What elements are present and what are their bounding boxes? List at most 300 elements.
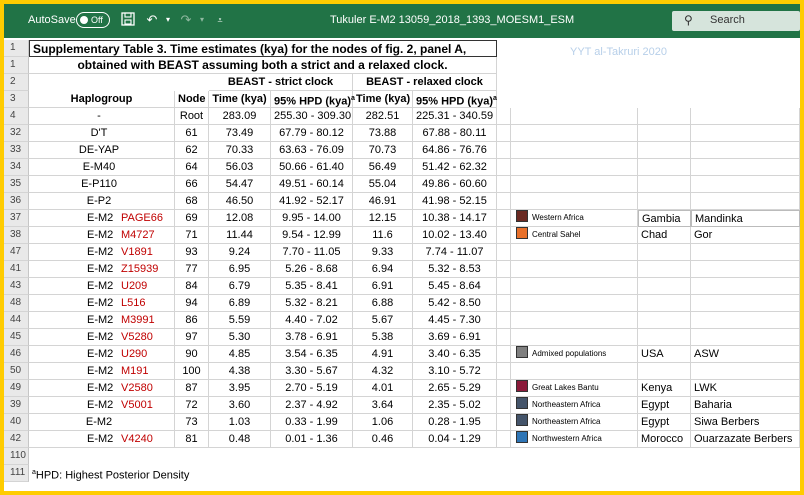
relaxed-hpd-cell[interactable]: 10.38 - 14.17 [413, 210, 497, 227]
sheet-row [4, 465, 800, 482]
relaxed-time-cell[interactable]: 9.33 [353, 244, 413, 261]
ethnic-group-cell[interactable] [691, 261, 800, 278]
legend-cell[interactable] [511, 380, 638, 397]
relaxed-time-cell[interactable]: 282.51 [353, 108, 413, 125]
search-box[interactable] [672, 11, 800, 31]
autosave-label: AutoSave [28, 14, 76, 26]
watermark: YYT al-Takruri 2020 [570, 46, 668, 58]
strict-hpd-cell[interactable]: 0.01 - 1.36 [271, 431, 353, 448]
legend-cell[interactable] [511, 414, 638, 431]
country-cell[interactable] [638, 244, 691, 261]
relaxed-hpd-cell[interactable]: 64.86 - 76.76 [413, 142, 497, 159]
subclade-marker: V5001 [121, 399, 153, 411]
node-cell[interactable]: 77 [175, 261, 209, 278]
autosave-state: Off [91, 15, 103, 25]
relaxed-time-cell[interactable]: 46.91 [353, 193, 413, 210]
haplogroup-name: E-M2 [87, 246, 114, 258]
relaxed-time-cell[interactable]: 6.94 [353, 261, 413, 278]
row-header[interactable]: 34 [4, 159, 29, 176]
strict-hpd-cell[interactable]: 50.66 - 61.40 [271, 159, 353, 176]
node-cell[interactable]: 69 [175, 210, 209, 227]
country-cell[interactable]: Morocco [638, 431, 691, 448]
node-cell[interactable]: 61 [175, 125, 209, 142]
footnote-marker: a [351, 95, 355, 102]
haplogroup-name: E-M2 [85, 416, 113, 428]
footnote-text: HPD: Highest Posterior Density [35, 469, 190, 482]
row-header[interactable]: 35 [4, 176, 29, 193]
ethnic-group-cell[interactable]: Ouarzazate Berbers [691, 431, 800, 448]
legend-cell[interactable] [511, 278, 638, 295]
haplogroup-cell[interactable] [29, 380, 175, 397]
sheet-row [4, 142, 800, 159]
relaxed-time-cell[interactable]: 4.01 [353, 380, 413, 397]
row-header[interactable]: 50 [4, 363, 29, 380]
ethnic-group-cell[interactable] [691, 159, 800, 176]
legend-cell[interactable] [511, 329, 638, 346]
node-cell[interactable]: 97 [175, 329, 209, 346]
relaxed-time-cell[interactable]: 12.15 [353, 210, 413, 227]
haplogroup-name: E-M2 [87, 365, 114, 377]
strict-time-cell[interactable]: 11.44 [209, 227, 271, 244]
sheet-row [4, 312, 800, 329]
relaxed-hpd-cell[interactable]: 5.45 - 8.64 [413, 278, 497, 295]
relaxed-hpd-cell[interactable]: 5.42 - 8.50 [413, 295, 497, 312]
relaxed-hpd-cell[interactable]: 4.45 - 7.30 [413, 312, 497, 329]
sheet-row [4, 108, 800, 125]
strict-time-cell[interactable]: 73.49 [209, 125, 271, 142]
row-header[interactable]: 32 [4, 125, 29, 142]
haplogroup-cell[interactable] [29, 278, 175, 295]
country-cell[interactable] [638, 125, 691, 142]
empty-cell[interactable] [497, 210, 511, 227]
ethnic-group-cell[interactable]: Mandinka [691, 210, 800, 227]
strict-time-cell[interactable]: 0.48 [209, 431, 271, 448]
legend-cell[interactable] [511, 227, 638, 244]
strict-time-cell[interactable]: 6.89 [209, 295, 271, 312]
country-cell[interactable]: Gambia [638, 210, 691, 227]
hpd-header [271, 91, 353, 108]
relaxed-hpd-cell[interactable]: 51.42 - 62.32 [413, 159, 497, 176]
haplogroup-cell[interactable] [29, 193, 175, 210]
row-header[interactable]: 37 [4, 210, 29, 227]
node-cell[interactable]: 84 [175, 278, 209, 295]
empty-cell[interactable] [497, 142, 511, 159]
subclade-marker: V4240 [121, 433, 153, 445]
empty-cell[interactable] [497, 244, 511, 261]
country-cell[interactable]: Chad [638, 227, 691, 244]
sheet-row [4, 414, 800, 431]
strict-time-cell[interactable]: 54.47 [209, 176, 271, 193]
empty-cell[interactable] [497, 380, 511, 397]
haplogroup-cell[interactable] [29, 244, 175, 261]
region-label: Western Africa [532, 213, 584, 222]
ethnic-group-cell[interactable]: LWK [691, 380, 800, 397]
haplogroup-cell[interactable] [29, 312, 175, 329]
ethnic-group-cell[interactable] [691, 295, 800, 312]
relaxed-hpd-cell[interactable]: 3.69 - 6.91 [413, 329, 497, 346]
legend-cell[interactable] [511, 397, 638, 414]
header-text: 95% HPD (kya) [274, 95, 352, 108]
node-cell[interactable]: 86 [175, 312, 209, 329]
row-header[interactable]: 39 [4, 397, 29, 414]
relaxed-time-cell[interactable]: 1.06 [353, 414, 413, 431]
relaxed-hpd-cell[interactable]: 0.04 - 1.29 [413, 431, 497, 448]
sheet-row [4, 363, 800, 380]
autosave-toggle[interactable] [76, 12, 110, 28]
ethnic-group-cell[interactable] [691, 193, 800, 210]
empty-cell[interactable] [497, 227, 511, 244]
relaxed-time-cell[interactable]: 0.46 [353, 431, 413, 448]
country-cell[interactable] [638, 159, 691, 176]
strict-hpd-cell[interactable]: 67.79 - 80.12 [271, 125, 353, 142]
relaxed-time-cell[interactable]: 73.88 [353, 125, 413, 142]
row-header[interactable]: 45 [4, 329, 29, 346]
node-cell[interactable]: 93 [175, 244, 209, 261]
row-header[interactable]: 48 [4, 295, 29, 312]
haplogroup-name: E-M2 [87, 314, 114, 326]
redo-icon[interactable]: ↷ [180, 12, 192, 27]
empty-cell[interactable] [497, 278, 511, 295]
strict-hpd-cell[interactable]: 5.26 - 8.68 [271, 261, 353, 278]
ethnic-group-cell[interactable] [691, 244, 800, 261]
subclade-marker: V2580 [121, 382, 153, 394]
row-header[interactable]: 33 [4, 142, 29, 159]
row-header[interactable]: 49 [4, 380, 29, 397]
relaxed-hpd-cell[interactable]: 3.40 - 6.35 [413, 346, 497, 363]
sheet-row [4, 380, 800, 397]
strict-time-cell[interactable]: 3.60 [209, 397, 271, 414]
node-cell[interactable]: 68 [175, 193, 209, 210]
footnote-marker: a [32, 469, 36, 476]
strict-hpd-cell[interactable]: 5.32 - 8.21 [271, 295, 353, 312]
document-title: Tukuler E-M2 13059_2018_1393_MOESM1_ESM [330, 14, 575, 26]
relaxed-time-cell[interactable]: 55.04 [353, 176, 413, 193]
empty-cell[interactable] [497, 346, 511, 363]
row-header[interactable]: 4 [4, 108, 29, 125]
sheet-row [4, 244, 800, 261]
node-cell[interactable]: 72 [175, 397, 209, 414]
row-header[interactable]: 46 [4, 346, 29, 363]
haplogroup-cell[interactable] [29, 176, 175, 193]
save-icon[interactable] [120, 12, 136, 28]
country-cell[interactable] [638, 108, 691, 125]
country-cell[interactable]: Egypt [638, 414, 691, 431]
legend-cell[interactable] [511, 176, 638, 193]
node-cell[interactable]: 90 [175, 346, 209, 363]
row-header[interactable]: 40 [4, 414, 29, 431]
haplogroup-cell[interactable] [29, 295, 175, 312]
relaxed-hpd-cell[interactable]: 7.74 - 11.07 [413, 244, 497, 261]
node-cell[interactable]: Root [175, 108, 209, 125]
row-header[interactable]: 42 [4, 431, 29, 448]
haplogroup-cell[interactable] [29, 431, 175, 448]
undo-icon[interactable]: ↶ [146, 12, 158, 27]
row-header[interactable]: 43 [4, 278, 29, 295]
haplogroup-name: E-M2 [87, 229, 114, 241]
ethnic-group-cell[interactable]: Baharia [691, 397, 800, 414]
relaxed-time-cell[interactable]: 56.49 [353, 159, 413, 176]
search-icon: ⚲ [684, 13, 693, 27]
node-cell[interactable]: 71 [175, 227, 209, 244]
strict-time-cell[interactable]: 6.79 [209, 278, 271, 295]
strict-time-cell[interactable]: 4.38 [209, 363, 271, 380]
country-cell[interactable] [638, 261, 691, 278]
ethnic-group-cell[interactable] [691, 108, 800, 125]
strict-hpd-cell[interactable]: 41.92 - 52.17 [271, 193, 353, 210]
haplogroup-name: E-M2 [87, 263, 114, 275]
row-header[interactable]: 3 [4, 91, 29, 108]
relaxed-hpd-cell[interactable]: 67.88 - 80.11 [413, 125, 497, 142]
country-cell[interactable] [638, 278, 691, 295]
subclade-marker: V1891 [121, 246, 153, 258]
relaxed-time-cell[interactable]: 5.67 [353, 312, 413, 329]
table-subtitle: obtained with BEAST assuming both a strict and a relaxed clock. [29, 57, 497, 74]
row-header[interactable]: 41 [4, 261, 29, 278]
strict-hpd-cell[interactable]: 3.30 - 5.67 [271, 363, 353, 380]
region-label: Northeastern Africa [532, 400, 601, 409]
legend-cell[interactable] [511, 244, 638, 261]
node-cell[interactable]: 100 [175, 363, 209, 380]
country-cell[interactable] [638, 142, 691, 159]
strict-time-cell[interactable]: 9.24 [209, 244, 271, 261]
row-header[interactable]: 44 [4, 312, 29, 329]
ethnic-group-cell[interactable]: Siwa Berbers [691, 414, 800, 431]
strict-time-cell[interactable]: 5.59 [209, 312, 271, 329]
node-cell[interactable]: 66 [175, 176, 209, 193]
node-cell[interactable]: 87 [175, 380, 209, 397]
empty-cell[interactable] [497, 176, 511, 193]
region-color-swatch [516, 346, 528, 358]
subclade-marker: U290 [121, 348, 148, 360]
sheet-row [4, 261, 800, 278]
spreadsheet-grid[interactable] [4, 40, 800, 491]
row-header[interactable]: 110 [4, 448, 29, 465]
legend-cell[interactable] [511, 363, 638, 380]
relaxed-time-cell[interactable]: 70.73 [353, 142, 413, 159]
empty-cell[interactable] [497, 312, 511, 329]
node-cell[interactable]: 73 [175, 414, 209, 431]
legend-cell[interactable] [511, 193, 638, 210]
haplogroup-name: - [97, 110, 101, 122]
strict-time-cell[interactable]: 3.95 [209, 380, 271, 397]
empty-cell[interactable] [497, 295, 511, 312]
redo-dropdown-icon[interactable]: ▾ [199, 15, 204, 24]
empty-cell[interactable] [497, 125, 511, 142]
relaxed-time-cell[interactable]: 4.32 [353, 363, 413, 380]
empty-cell[interactable] [497, 431, 511, 448]
relaxed-hpd-cell[interactable]: 49.86 - 60.60 [413, 176, 497, 193]
country-cell[interactable]: Kenya [638, 380, 691, 397]
relaxed-clock-header: BEAST - relaxed clock [353, 74, 497, 91]
ethnic-group-cell[interactable] [691, 363, 800, 380]
country-cell[interactable] [638, 176, 691, 193]
strict-time-cell[interactable]: 70.33 [209, 142, 271, 159]
relaxed-hpd-cell[interactable]: 41.98 - 52.15 [413, 193, 497, 210]
node-cell[interactable]: 62 [175, 142, 209, 159]
country-cell[interactable]: USA [638, 346, 691, 363]
strict-time-cell[interactable]: 6.95 [209, 261, 271, 278]
region-color-swatch [516, 227, 528, 239]
subclade-marker: Z15939 [121, 263, 159, 275]
row-header[interactable]: 111 [4, 465, 29, 482]
strict-time-cell[interactable]: 56.03 [209, 159, 271, 176]
haplogroup-cell[interactable] [29, 159, 175, 176]
relaxed-time-cell[interactable]: 11.6 [353, 227, 413, 244]
haplogroup-cell[interactable] [29, 108, 175, 125]
sheet-row [4, 329, 800, 346]
search-placeholder: Search [710, 14, 745, 26]
relaxed-hpd-cell[interactable]: 2.35 - 5.02 [413, 397, 497, 414]
legend-cell[interactable] [511, 346, 638, 363]
empty-cell[interactable] [497, 159, 511, 176]
country-cell[interactable] [638, 312, 691, 329]
row-header[interactable]: 1 [4, 40, 29, 57]
haplogroup-name: E-M2 [87, 433, 114, 445]
relaxed-hpd-cell[interactable]: 5.32 - 8.53 [413, 261, 497, 278]
row-header[interactable]: 36 [4, 193, 29, 210]
haplogroup-cell[interactable] [29, 329, 175, 346]
row-header[interactable]: 2 [4, 74, 29, 91]
haplogroup-cell[interactable] [29, 414, 175, 431]
legend-cell[interactable] [511, 125, 638, 142]
strict-hpd-cell[interactable]: 9.54 - 12.99 [271, 227, 353, 244]
strict-hpd-cell[interactable]: 3.54 - 6.35 [271, 346, 353, 363]
strict-time-cell[interactable]: 1.03 [209, 414, 271, 431]
relaxed-hpd-cell[interactable]: 0.28 - 1.95 [413, 414, 497, 431]
sheet-row [4, 91, 800, 108]
legend-cell[interactable] [511, 210, 638, 227]
relaxed-hpd-cell[interactable]: 3.10 - 5.72 [413, 363, 497, 380]
legend-cell[interactable] [511, 312, 638, 329]
haplogroup-cell[interactable] [29, 227, 175, 244]
legend-cell[interactable] [511, 295, 638, 312]
haplogroup-name: E-P2 [86, 195, 112, 207]
ethnic-group-cell[interactable] [691, 278, 800, 295]
relaxed-hpd-cell[interactable]: 10.02 - 13.40 [413, 227, 497, 244]
sheet-row [4, 40, 800, 57]
strict-time-cell[interactable]: 283.09 [209, 108, 271, 125]
legend-cell[interactable] [511, 159, 638, 176]
sheet-row [4, 431, 800, 448]
row-header[interactable]: 38 [4, 227, 29, 244]
strict-time-cell[interactable]: 46.50 [209, 193, 271, 210]
row-header[interactable]: 47 [4, 244, 29, 261]
relaxed-time-cell[interactable]: 5.38 [353, 329, 413, 346]
ethnic-group-cell[interactable]: Gor [691, 227, 800, 244]
haplogroup-cell[interactable] [29, 125, 175, 142]
strict-hpd-cell[interactable]: 4.40 - 7.02 [271, 312, 353, 329]
relaxed-time-cell[interactable]: 6.88 [353, 295, 413, 312]
hpd-header [413, 91, 497, 108]
country-cell[interactable] [638, 193, 691, 210]
empty-cell[interactable] [497, 261, 511, 278]
relaxed-time-cell[interactable]: 6.91 [353, 278, 413, 295]
strict-time-cell[interactable]: 4.85 [209, 346, 271, 363]
customize-icon[interactable]: ⩡ [217, 15, 223, 25]
sheet-row [4, 159, 800, 176]
empty-cell[interactable] [497, 329, 511, 346]
ethnic-group-cell[interactable] [691, 125, 800, 142]
haplogroup-cell[interactable] [29, 346, 175, 363]
strict-hpd-cell[interactable]: 3.78 - 6.91 [271, 329, 353, 346]
legend-cell[interactable] [511, 431, 638, 448]
strict-hpd-cell[interactable]: 7.70 - 11.05 [271, 244, 353, 261]
legend-cell[interactable] [511, 261, 638, 278]
strict-hpd-cell[interactable]: 0.33 - 1.99 [271, 414, 353, 431]
haplogroup-cell[interactable] [29, 363, 175, 380]
haplogroup-cell[interactable] [29, 397, 175, 414]
empty-cell[interactable] [497, 397, 511, 414]
row-header[interactable]: 1 [4, 57, 29, 74]
haplogroup-cell[interactable] [29, 210, 175, 227]
ethnic-group-cell[interactable] [691, 329, 800, 346]
footnote-marker: a [493, 95, 497, 102]
country-cell[interactable] [638, 363, 691, 380]
strict-time-cell[interactable]: 5.30 [209, 329, 271, 346]
relaxed-hpd-cell[interactable]: 2.65 - 5.29 [413, 380, 497, 397]
strict-hpd-cell[interactable]: 49.51 - 60.14 [271, 176, 353, 193]
sheet-row [4, 346, 800, 363]
empty-cell[interactable] [497, 414, 511, 431]
strict-clock-header: BEAST - strict clock [209, 74, 353, 91]
strict-hpd-cell[interactable]: 2.70 - 5.19 [271, 380, 353, 397]
sheet-row [4, 278, 800, 295]
empty-cell[interactable] [497, 193, 511, 210]
haplogroup-name: E-M2 [87, 399, 114, 411]
region-color-swatch [516, 210, 528, 222]
strict-hpd-cell[interactable]: 255.30 - 309.30 [271, 108, 353, 125]
empty-cell[interactable] [497, 108, 511, 125]
region-label: Central Sahel [532, 230, 581, 239]
footnote [29, 465, 329, 482]
sheet-row [4, 125, 800, 142]
ethnic-group-cell[interactable] [691, 176, 800, 193]
country-cell[interactable] [638, 329, 691, 346]
relaxed-time-cell[interactable]: 3.64 [353, 397, 413, 414]
title-bar [4, 4, 800, 38]
subclade-marker: M4727 [121, 229, 155, 241]
header-text: Time (kya) [356, 93, 411, 105]
relaxed-time-cell[interactable]: 4.91 [353, 346, 413, 363]
sheet-row [4, 74, 800, 91]
header-text: Node [178, 93, 206, 105]
strict-hpd-cell[interactable]: 2.37 - 4.92 [271, 397, 353, 414]
haplogroup-cell[interactable] [29, 261, 175, 278]
country-cell[interactable] [638, 295, 691, 312]
node-cell[interactable]: 81 [175, 431, 209, 448]
sheet-row [4, 176, 800, 193]
empty-cell[interactable] [497, 363, 511, 380]
relaxed-hpd-cell[interactable]: 225.31 - 340.59 [413, 108, 497, 125]
strict-hpd-cell[interactable]: 5.35 - 8.41 [271, 278, 353, 295]
node-cell[interactable]: 64 [175, 159, 209, 176]
undo-dropdown-icon[interactable]: ▾ [165, 15, 170, 24]
ethnic-group-cell[interactable] [691, 312, 800, 329]
ethnic-group-cell[interactable] [691, 142, 800, 159]
haplogroup-name: E-M2 [87, 280, 114, 292]
strict-hpd-cell[interactable]: 9.95 - 14.00 [271, 210, 353, 227]
legend-cell[interactable] [511, 108, 638, 125]
node-cell[interactable]: 94 [175, 295, 209, 312]
subclade-marker: PAGE66 [121, 212, 163, 224]
subclade-marker: U209 [121, 280, 148, 292]
legend-cell[interactable] [511, 142, 638, 159]
strict-hpd-cell[interactable]: 63.63 - 76.09 [271, 142, 353, 159]
strict-time-cell[interactable]: 12.08 [209, 210, 271, 227]
ethnic-group-cell[interactable]: ASW [691, 346, 800, 363]
haplogroup-cell[interactable] [29, 142, 175, 159]
country-cell[interactable]: Egypt [638, 397, 691, 414]
